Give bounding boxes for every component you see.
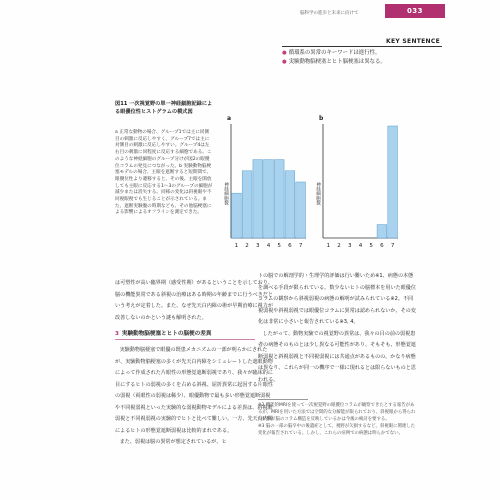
left-paragraph-1: は可塑性が高い臨界期（感受性期）があるということを示しており、脳の機能異常である斜視の治療はある時期の年齢までに行うべきだという考えが定着した。また、なぜ先天白内障の術が早期治療に視力が改善しないのかという謎も解明された。: [115, 280, 273, 321]
section-number: 3: [115, 331, 119, 337]
figure-description: a 正常な動物の場合、グループ1では主に同側目の刺激に反応しやすく、グループ7では主に対側目の刺激に反応しやすい。グループ4は左右目の刺激に同程度に反応する細胞である。このような神経細胞のグループ分けが図2の眼優位コラムの発見につながった。b 実験動物脳梗塞モデルの場合、主眼を遮断すると短期間で、眼優位性より遷移すると、その後、主眼を開放しても主眼に反応する1〜3のグループの細胞が減少または消失する。同様の変化は斜視眼や不同視眼視でも生じることが示されている。また、遮断実験腹の時期なども、その他脳梗塞による影響によるオフラインを測定できた。: [115, 130, 213, 216]
histogram-bar: [285, 171, 295, 238]
histogram-bar: [296, 182, 306, 238]
x-tick-label: 3: [256, 243, 260, 249]
y-axis-label: 神経細胞数: [315, 182, 321, 205]
left-paragraph-2: 実験動物脳梗塞で眼優の既患メカニズムの一部が明らかにされたが、実験動物脳梗塞の多くが先天白内障をシミュレートした遮眼動物によって作成された片眼性の形態覚遮断弱視であり、我々が臨床的に目にするヒトの弱視の多くを占める斜視、屈折異常に起因する片眼性の弱視（両眼性の弱視は稀少）、眼優動物で最も多い形態覚遮断弱視や不同視弱視といった実験的な弱視動物モデルによる差異は、斜視眼弱視と不同視弱視の実験的でヒトと比べて難しい。一方、先天白内障によるヒトの形態覚遮断弱視は比較的まれである。: [115, 347, 273, 434]
left-column-lower: [115, 345, 275, 449]
x-tick-label: 2: [337, 243, 341, 249]
right-paragraph-1: トの脳での解剖学的・生理学的評価は行い難いため※1、病態の本態を調べる手段が限られている。数少ないヒトの脳標本を用いた眼優位コラムの観察から斜視弱視の病態の解明が試みられている※2。不同視弱視や斜視弱視では眼優位コラムに異常は認められないか、その変化は非常に小さいと報告されている※3, 4。: [258, 273, 416, 325]
x-tick-label: 6: [288, 243, 292, 249]
histogram-bar: [377, 225, 387, 238]
x-tick-label: 7: [298, 243, 303, 249]
ocular-dominance-histograms: [213, 112, 413, 262]
panel-label: b: [319, 115, 324, 122]
key-sentence-list: [282, 49, 447, 67]
x-tick-label: 3: [348, 243, 352, 249]
key-sentence-text: 循環系の異常のキーワードは進行性。: [288, 50, 381, 56]
x-tick-label: 7: [390, 243, 395, 249]
left-paragraph-3: また、弱視は脳の異常が想定されているが、ヒ: [119, 439, 227, 445]
x-tick-label: 5: [277, 243, 281, 249]
key-sentence-rule: [282, 46, 442, 47]
footnotes: [258, 403, 418, 439]
x-tick-label: 1: [326, 243, 331, 249]
bullet-icon: ●: [282, 59, 287, 65]
right-column: [258, 271, 418, 386]
footnote: ※3 脳の一部の脳卒中の後遺症として、視野が欠損するなど、斜視眼に関連した変化が報告されている。しかし、これらの症例での病態は明らかでない。: [258, 424, 416, 437]
page-number: 033: [385, 4, 445, 18]
histogram-bar: [274, 160, 284, 238]
x-tick-label: 2: [245, 243, 249, 249]
histogram-bar: [242, 171, 252, 238]
y-axis-label: 神経細胞数: [223, 182, 229, 205]
left-column: [115, 278, 275, 324]
right-paragraph-2: したがって、動物実験での視覚野の異常は、我々の目の前の弱視患者の病態そのものとは少し異なる可能性があり、そもそも、形態覚遮断弱視と斜視弱視と不同視弱視には共通点があるものの、かなり病態は異なり、これらが同一の機序で一様に現れるとは限らないものと思われる。: [258, 330, 416, 383]
histogram-bar: [264, 160, 274, 238]
running-title: 脳科学の進歩と未来に向けて: [300, 11, 359, 16]
footnote-rule: [258, 399, 308, 400]
figure-caption: 図11 一次視覚野の単一神経細胞記録による眼優位性ヒストグラムの模式図: [115, 101, 213, 115]
key-sentence-title: KEY SENTENCE: [386, 38, 440, 45]
x-tick-label: 4: [266, 243, 271, 249]
section-title: 実験動物脳梗塞とヒトの脳梗の差異: [121, 331, 212, 337]
bullet-icon: ●: [282, 50, 287, 56]
histogram-bar: [253, 160, 263, 238]
footnote: ※2 機能的MRIを使って一次視覚野の眼優位コラムが観察できたとする報告があるが、MRIを用いた方法では空間的な分解能が限られており、斜視眼から得られた結果が脳のコラム構造を反映しているかは今後の検討を要する。: [258, 403, 416, 422]
x-tick-label: 1: [234, 243, 239, 249]
histogram-bar: [388, 126, 398, 238]
section-rule: [115, 339, 255, 340]
x-tick-label: 4: [358, 243, 363, 249]
key-sentence-item: [282, 58, 447, 67]
x-tick-label: 6: [380, 243, 384, 249]
histogram-bar: [232, 193, 242, 238]
key-sentence-item: [282, 49, 447, 58]
section-heading: [115, 329, 265, 337]
x-tick-label: 5: [369, 243, 373, 249]
key-sentence-text: 実験動物脳梗塞とヒト脳梗塞は異なる。: [288, 59, 386, 65]
panel-label: a: [227, 115, 232, 122]
